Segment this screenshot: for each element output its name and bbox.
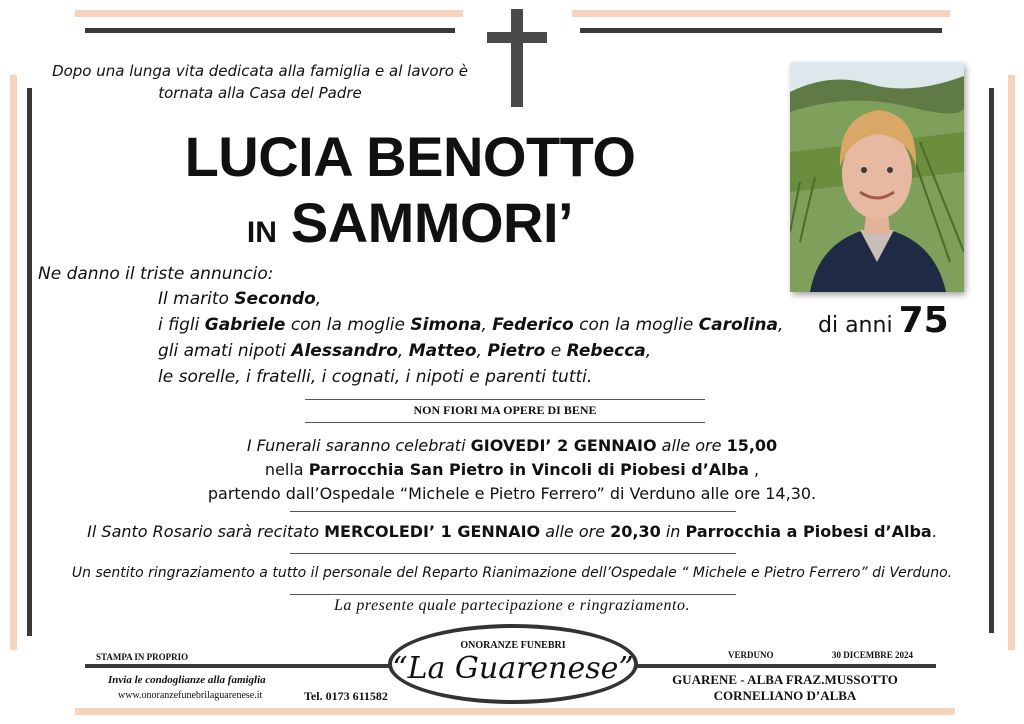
frame-top-right-peach [572, 10, 950, 17]
funeral-line-1 [60, 434, 964, 458]
family-name: Pietro [487, 341, 546, 361]
company-subtitle: ONORANZE FUNEBRI [460, 640, 566, 651]
deceased-name: LUCIA BENOTTO [184, 125, 636, 188]
phone-number: Tel. 0173 611582 [304, 689, 388, 703]
frame-left-peach [10, 75, 17, 650]
text-segment: e [545, 341, 567, 361]
family-name: Matteo [408, 341, 477, 361]
text-segment: le sorelle, i fratelli, i cognati, i nipoti e parenti tutti. [158, 367, 593, 387]
text-segment: nella [264, 460, 309, 479]
frame-top-right-dark [580, 28, 942, 33]
text-segment: alle ore [540, 522, 611, 541]
no-flowers-notice: NON FIORI MA OPERE DI BENE [413, 403, 597, 417]
announcement-lead: Ne danno il triste annuncio: [38, 264, 274, 284]
frame-right-dark [989, 88, 994, 633]
text-segment: gli amati nipoti [158, 341, 292, 361]
age-line [818, 300, 949, 341]
footer-line-left [85, 664, 390, 668]
footer-date: 30 DICEMBRE 2024 [832, 650, 914, 660]
text-segment: , [397, 341, 409, 361]
family-name: Federico [492, 315, 574, 335]
deceased-married-name-line [150, 192, 670, 269]
family-name: Alessandro [291, 341, 398, 361]
in-label: IN [246, 216, 277, 249]
age-value: 75 [898, 300, 949, 341]
family-list [158, 286, 783, 390]
divider [290, 511, 736, 512]
text-segment: , [315, 289, 322, 309]
age-label: di anni [818, 313, 893, 338]
family-line [158, 338, 783, 364]
company-address [640, 672, 930, 704]
rosary-time: 20,30 [610, 522, 661, 541]
text-segment: , [481, 315, 493, 335]
text-segment: , [777, 315, 784, 335]
footer-place: VERDUNO [728, 650, 774, 660]
footer-line-right [636, 664, 936, 668]
text-segment: Il marito [158, 289, 235, 309]
text-segment: Il Santo Rosario sarà recitato [87, 522, 325, 541]
funeral-line-3: partendo dall’Ospedale “Michele e Pietro Ferrero” di Verduno alle ore 14,30. [207, 484, 817, 503]
address-line-1: GUARENE - ALBA FRAZ.MUSSOTTO [672, 672, 898, 687]
divider [305, 422, 705, 423]
text-segment: . [931, 522, 937, 541]
married-name: SAMMORI’ [290, 191, 574, 254]
condolences-text: Invia le condoglianze alla famiglia [108, 674, 266, 686]
funeral-date: GIOVEDI’ 2 GENNAIO [470, 436, 657, 455]
thanks-text: Un sentito ringraziamento a tutto il personale del Reparto Rianimazione dell’Ospedale “ Michele e Pietro Ferrero” di Verduno. [71, 565, 953, 581]
website-link[interactable]: www.onoranzefunebrilaguarenese.it [118, 690, 263, 701]
print-note: STAMPA IN PROPRIO [96, 652, 189, 662]
family-name: Gabriele [204, 315, 286, 335]
divider [290, 594, 736, 595]
text-segment: , [645, 341, 652, 361]
participation-text: La presente quale partecipazione e ringraziamento. [334, 597, 690, 614]
text-segment: con la moglie [285, 315, 411, 335]
rosary-date: MERCOLEDI’ 1 GENNAIO [324, 522, 541, 541]
funeral-info [60, 434, 964, 506]
family-line [158, 286, 783, 312]
rosary-info [60, 522, 964, 541]
text-segment: con la moglie [573, 315, 699, 335]
text-segment: , [748, 460, 760, 479]
rosary-place: Parrocchia a Piobesi d’Alba [685, 522, 932, 541]
text-segment: , [476, 341, 488, 361]
company-name: “La Guarenese” [392, 651, 634, 686]
text-segment: i figli [158, 315, 205, 335]
divider [290, 553, 736, 554]
divider [305, 399, 705, 400]
intro-text: Dopo una lunga vita dedicata alla famiglia e al lavoro è tornata alla Casa del Padre [52, 62, 468, 102]
address-line-2: CORNELIANO D’ALBA [713, 688, 857, 703]
cross-icon-vertical [511, 9, 523, 107]
frame-top-left-dark [85, 28, 455, 33]
funeral-church: Parrocchia San Pietro in Vincoli di Piobesi d’Alba [308, 460, 749, 479]
funeral-time: 15,00 [726, 436, 778, 455]
frame-right-peach [1008, 75, 1015, 650]
family-name: Secondo [234, 289, 316, 309]
text-segment: alle ore [656, 436, 727, 455]
cross-icon-horizontal [487, 32, 547, 43]
text-segment: in [660, 522, 686, 541]
text-segment: I Funerali saranno celebrati [246, 436, 471, 455]
company-logo [388, 624, 638, 704]
funeral-line-2 [60, 458, 964, 482]
portrait-photo [790, 62, 964, 292]
frame-top-left-peach [75, 10, 463, 17]
family-name: Rebecca [566, 341, 646, 361]
family-line [158, 364, 783, 390]
frame-bottom-peach [75, 708, 955, 715]
family-line [158, 312, 783, 338]
frame-left-dark [27, 88, 32, 636]
family-name: Simona [410, 315, 482, 335]
family-name: Carolina [698, 315, 778, 335]
